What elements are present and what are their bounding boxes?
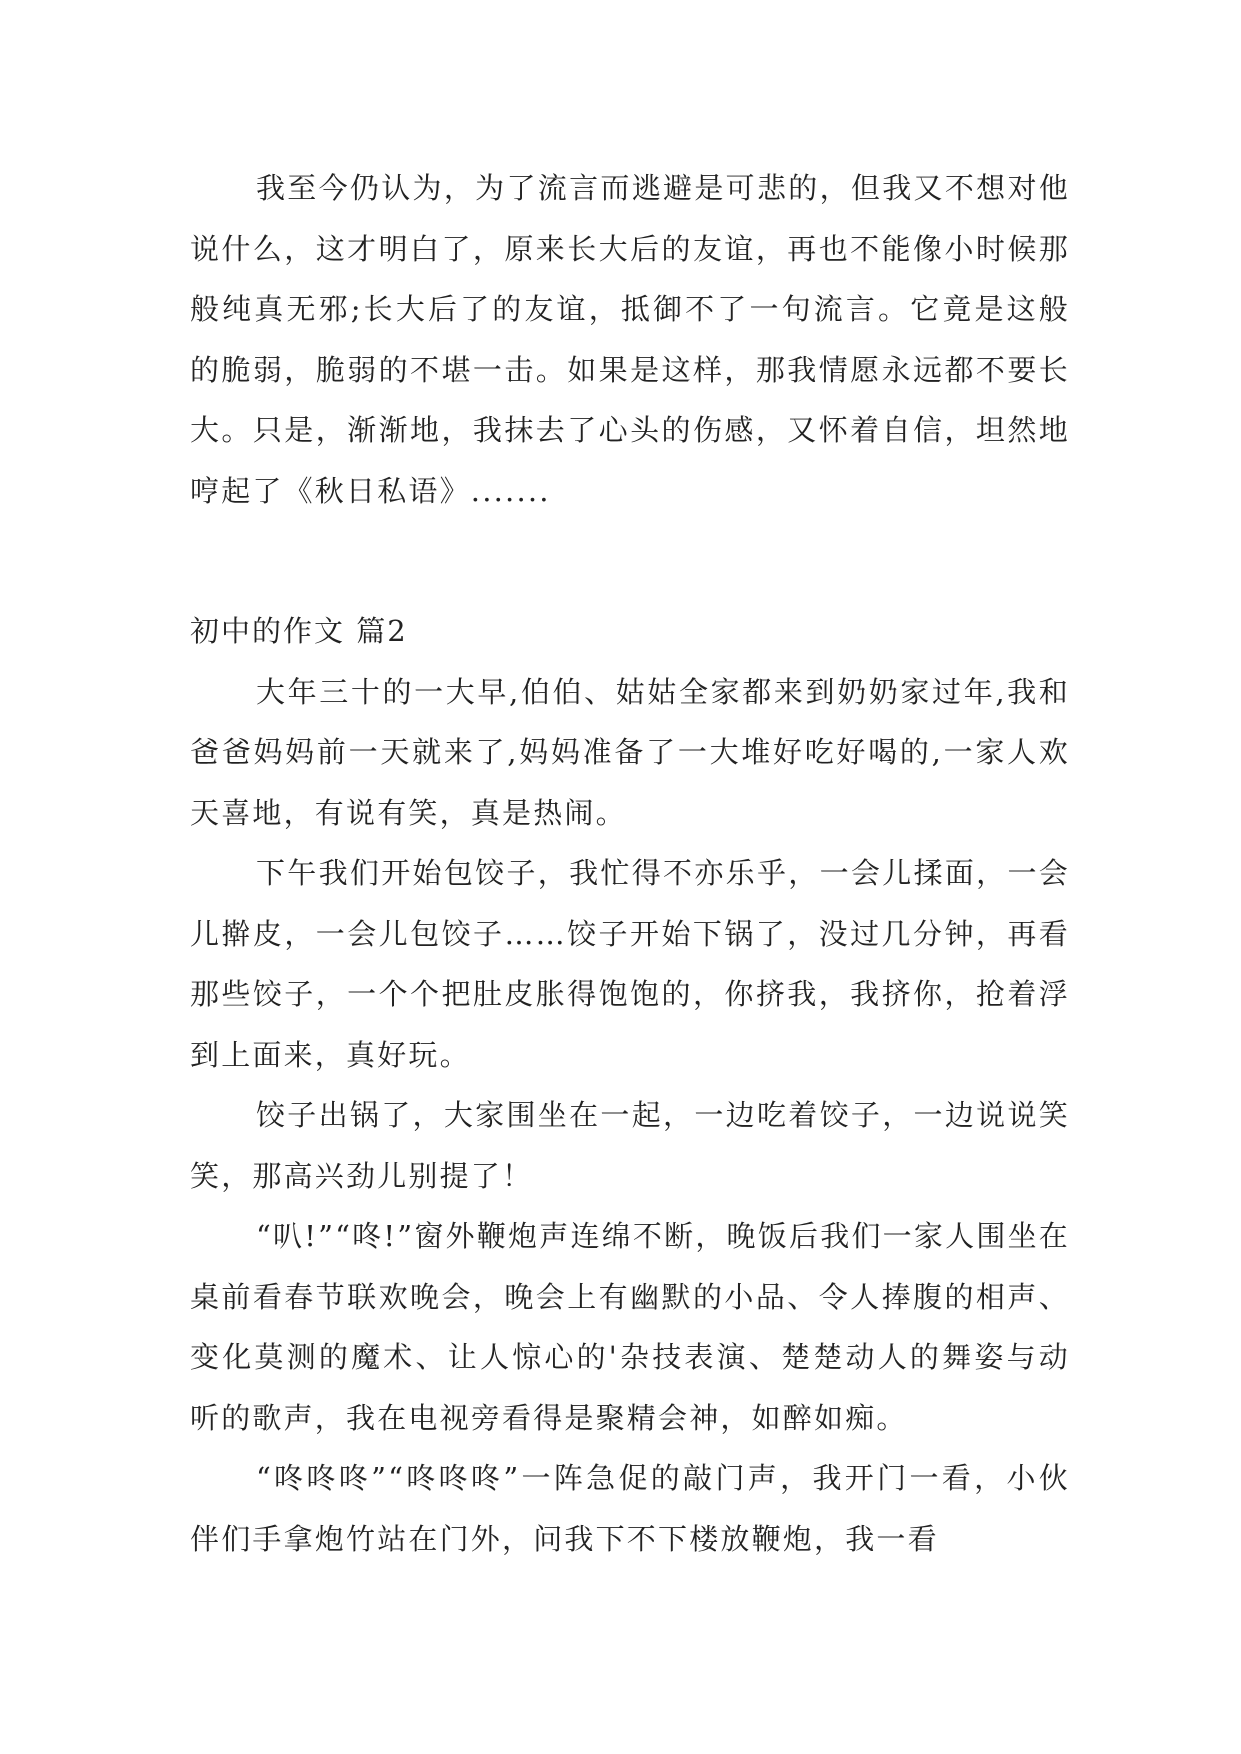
paragraph-1: 大年三十的一大早,伯伯、姑姑全家都来到奶奶家过年,我和爸爸妈妈前一天就来了,妈妈准备了一大堆好吃好喝的,一家人欢天喜地，有说有笑，真是热闹。 <box>190 674 1070 830</box>
paragraph-3: 饺子出锅了，大家围坐在一起，一边吃着饺子，一边说说笑笑，那高兴劲儿别提了！ <box>190 1098 1070 1193</box>
section-title: 初中的作文 篇2 <box>190 614 408 648</box>
document-page <box>190 158 1070 1569</box>
paragraph-5: “咚咚咚”“咚咚咚”一阵急促的敲门声，我开门一看，小伙伴们手拿炮竹站在门外，问我下不下楼放鞭炮，我一看 <box>190 1461 1070 1556</box>
intro-paragraph: 我至今仍认为，为了流言而逃避是可悲的，但我又不想对他说什么，这才明白了，原来长大后的友谊，再也不能像小时候那般纯真无邪;长大后了的友谊，抵御不了一句流言。它竟是这般的脆弱，脆弱的不堪一击。如果是这样，那我情愿永远都不要长大。只是，渐渐地，我抹去了心头的伤感，又怀着自信，坦然地哼起了《秋日私语》....... <box>190 171 1070 508</box>
paragraph-2: 下午我们开始包饺子，我忙得不亦乐乎，一会儿揉面，一会儿擀皮，一会儿包饺子……饺子开始下锅了，没过几分钟，再看那些饺子，一个个把肚皮胀得饱饱的，你挤我，我挤你，抢着浮到上面来，真好玩。 <box>190 856 1070 1072</box>
paragraph-4: “叭!”“咚!”窗外鞭炮声连绵不断，晚饭后我们一家人围坐在桌前看春节联欢晚会，晚会上有幽默的小品、令人捧腹的相声、变化莫测的魔术、让人惊心的'杂技表演、楚楚动人的舞姿与动听的歌声，我在电视旁看得是聚精会神，如醉如痴。 <box>190 1219 1070 1435</box>
